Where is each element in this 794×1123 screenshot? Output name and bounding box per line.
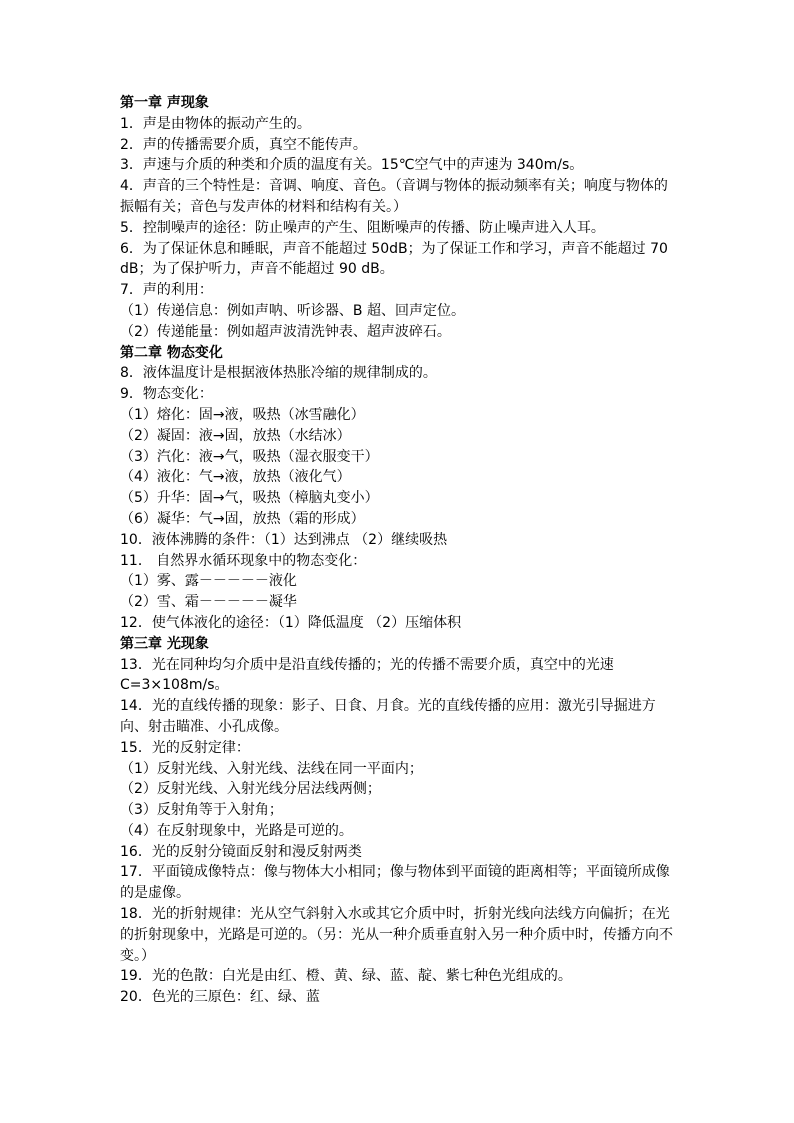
sub-item-15-4: （4）在反射现象中，光路是可逆的。 [120,822,353,839]
sub-item-15-3: （3）反射角等于入射角； [120,802,283,819]
paragraph-15: 15．光的反射定律： [120,739,250,756]
paragraph-1: 1．声是由物体的振动产生的。 [120,115,311,132]
paragraph-11: 11． 自然界水循环现象中的物态变化： [120,552,367,569]
paragraph-8: 8．液体温度计是根据液体热胀冷缩的规律制成的。 [120,365,437,382]
sub-item-11-1: （1）雾、露－－－－－液化 [120,573,297,590]
sub-item-9-5: （5）升华：固→气，吸热（樟脑丸变小） [120,490,379,507]
paragraph-14: 14．光的直线传播的现象：影子、日食、月食。光的直线传播的应用：激光引导掘进方向、射击瞄准、小孔成像。 [120,698,656,735]
paragraph-7: 7．声的利用： [120,282,213,299]
paragraph-17: 17．平面镜成像特点：像与物体大小相同；像与物体到平面镜的距离相等；平面镜所成像的是虚像。 [120,864,670,902]
document-body [120,93,680,1008]
paragraph-10: 10．液体沸腾的条件：（1）达到沸点 （2）继续吸热 [120,531,448,548]
sub-item-9-4: （4）液化：气→液，放热（液化气） [120,469,351,486]
paragraph-16: 16．光的反射分镜面反射和漫反射两类 [120,843,362,860]
sub-item-9-1: （1）熔化：固→液，吸热（冰雪融化） [120,406,365,423]
paragraph-5: 5．控制噪声的途径：防止噪声的产生、阻断噪声的传播、防止噪声进入人耳。 [120,219,605,236]
sub-item-9-3: （3）汽化：液→气，吸热（湿衣服变干） [120,448,379,465]
paragraph-4: 4．声音的三个特性是：音调、响度、音色。（音调与物体的振动频率有关；响度与物体的振幅有关；音色与发声体的材料和结构有关。） [120,178,668,215]
sub-item-7-1: （1）传递信息：例如声呐、听诊器、B 超、回声定位。 [120,302,465,319]
chapter-heading-1: 第一章 声现象 [120,95,209,111]
sub-item-9-2: （2）凝固：液→固，放热（水结冰） [120,427,351,444]
sub-item-15-1: （1）反射光线、入射光线、法线在同一平面内； [120,760,423,777]
sub-item-15-2: （2）反射光线、入射光线分居法线两侧； [120,781,381,798]
sub-item-7-2: （2）传递能量：例如超声波清洗钟表、超声波碎石。 [120,323,451,340]
paragraph-3: 3．声速与介质的种类和介质的温度有关。15℃空气中的声速为 340m/s。 [120,157,584,174]
paragraph-18: 18．光的折射规律：光从空气斜射入水或其它介质中时，折射光线向法线方向偏折；在光的折射现象中，光路是可逆的。（另：光从一种介质垂直射入另一种介质中时，传播方向不变。） [120,906,673,964]
chapter-heading-3: 第三章 光现象 [120,635,209,652]
paragraph-20: 20．色光的三原色：红、绿、蓝 [120,989,320,1006]
paragraph-12: 12．使气体液化的途径：（1）降低温度 （2）压缩体积 [120,614,462,631]
paragraph-19: 19．光的色散：白光是由红、橙、黄、绿、蓝、靛、紫七种色光组成的。 [120,968,572,985]
sub-item-11-2: （2）雪、霜－－－－－凝华 [120,594,297,611]
paragraph-2: 2．声的传播需要介质，真空不能传声。 [120,136,367,153]
paragraph-9: 9．物态变化： [120,386,213,403]
paragraph-6: 6．为了保证休息和睡眠，声音不能超过 50dB；为了保证工作和学习，声音不能超过 70 dB；为了保护听力，声音不能超过 90 dB。 [120,240,668,278]
sub-item-9-6: （6）凝华：气→固，放热（霜的形成） [120,510,365,527]
paragraph-13: 13．光在同种均匀介质中是沿直线传播的；光的传播不需要介质，真空中的光速C=3×108m/s。 [120,656,614,694]
chapter-heading-2: 第二章 物态变化 [120,344,223,361]
